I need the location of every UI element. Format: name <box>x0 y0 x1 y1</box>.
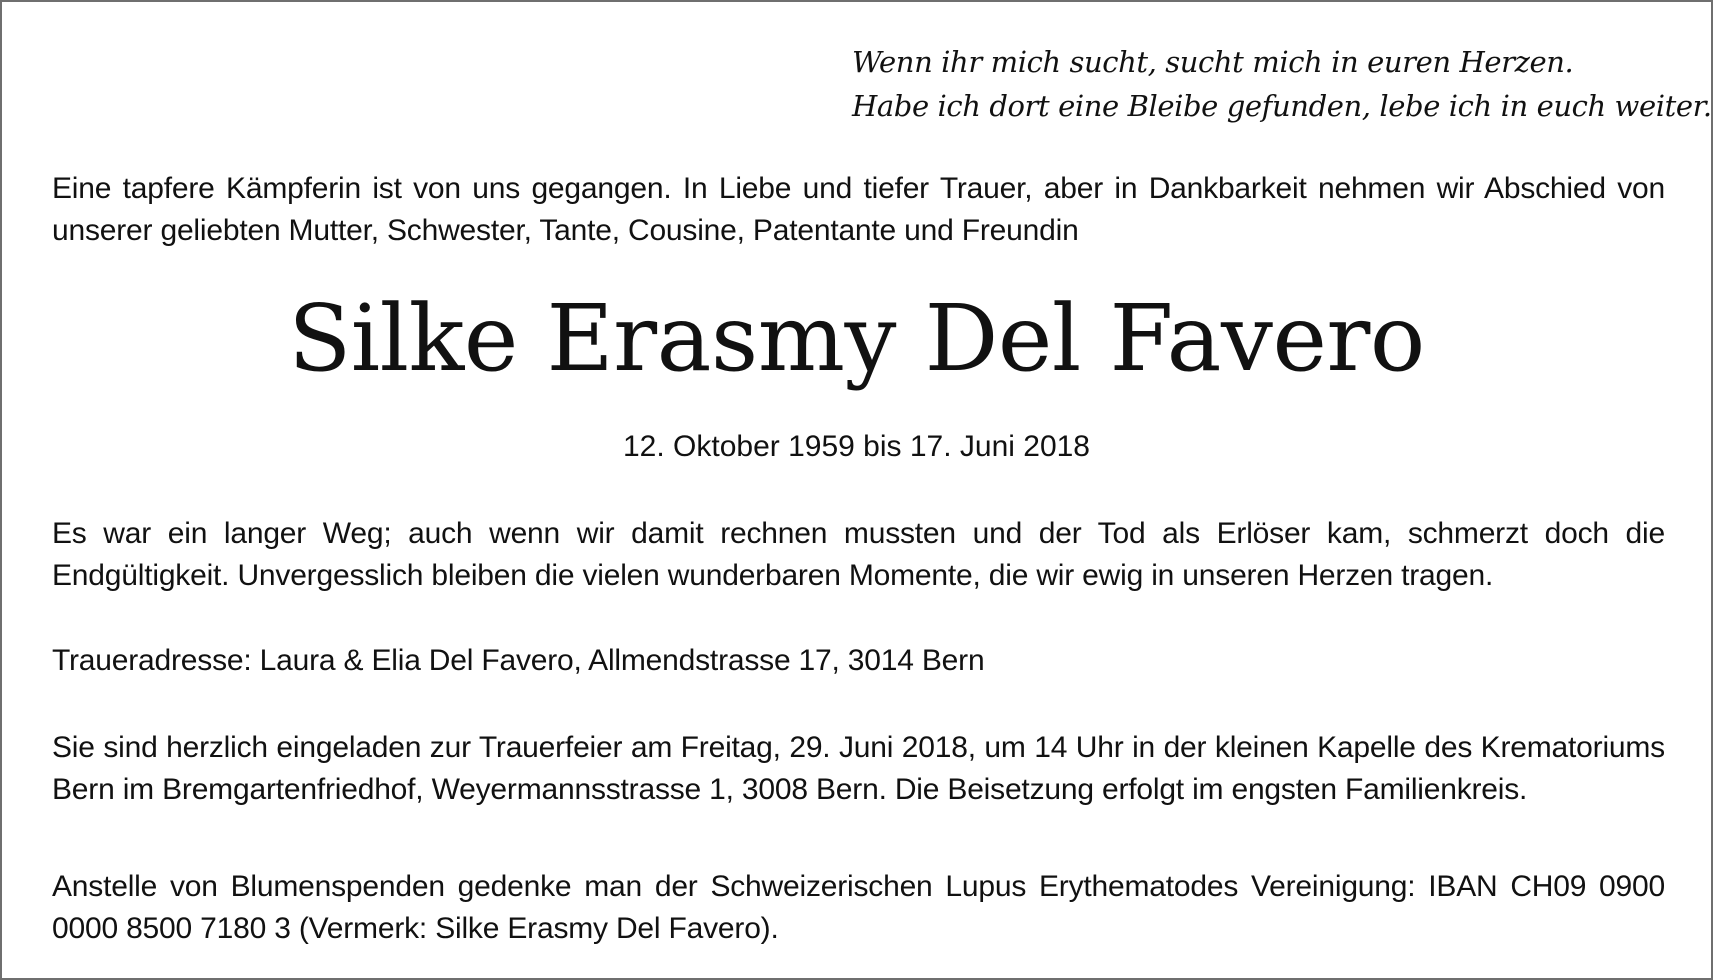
motto-quote <box>852 40 1712 128</box>
memory-paragraph: Es war ein langer Weg; auch wenn wir damit rechnen mussten und der Tod als Erlöser kam, schmerzt doch die Endgültigkeit. Unvergesslich bleiben die vielen wunderbaren Momente, die wir ewig in unseren Herzen tragen. <box>52 517 1665 592</box>
motto-line-2: Habe ich dort eine Bleibe gefunden, lebe ich in euch weiter. <box>852 89 1712 123</box>
deceased-name: Silke Erasmy Del Favero <box>288 285 1425 392</box>
life-dates: 12. Oktober 1959 bis 17. Juni 2018 <box>623 430 1090 463</box>
motto-line-1: Wenn ihr mich sucht, sucht mich in euren Herzen. <box>852 45 1574 79</box>
intro-paragraph: Eine tapfere Kämpferin ist von uns gegangen. In Liebe und tiefer Trauer, aber in Dankbarkeit nehmen wir Abschied von unserer geliebten Mutter, Schwester, Tante, Cousine, Patentante und Freundin <box>52 172 1665 247</box>
mourning-address: Traueradresse: Laura & Elia Del Favero, Allmendstrasse 17, 3014 Bern <box>52 644 985 677</box>
ceremony-paragraph: Sie sind herzlich eingeladen zur Trauerfeier am Freitag, 29. Juni 2018, um 14 Uhr in der kleinen Kapelle des Krematoriums Bern im Bremgartenfriedhof, Weyermannsstrasse 1, 3008 Bern. Die Beisetzung erfolgt im engsten Familienkreis. <box>52 731 1665 806</box>
donation-paragraph: Anstelle von Blumenspenden gedenke man der Schweizerischen Lupus Erythematodes Vereinigung: IBAN CH09 0900 0000 8500 7180 3 (Vermerk: Silke Erasmy Del Favero). <box>52 870 1665 945</box>
